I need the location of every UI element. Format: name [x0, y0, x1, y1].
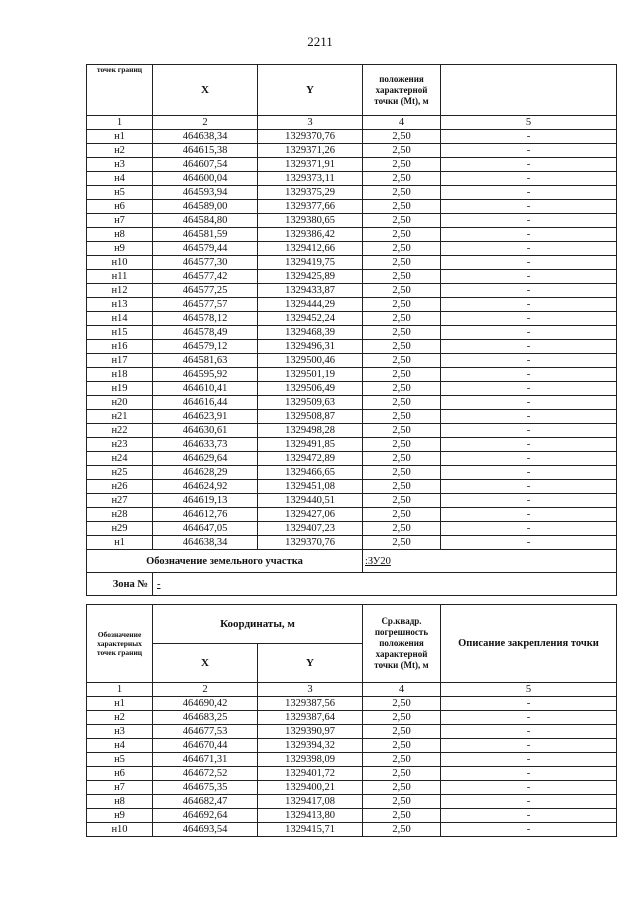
accuracy: 2,50: [363, 396, 441, 410]
accuracy: 2,50: [363, 200, 441, 214]
table-row: [87, 382, 617, 396]
fixing-description: -: [441, 410, 617, 424]
coord-y: 1329452,24: [258, 312, 363, 326]
point-id: н5: [87, 753, 153, 767]
coord-y: 1329440,51: [258, 494, 363, 508]
point-id: н7: [87, 781, 153, 795]
coord-x: 464584,80: [153, 214, 258, 228]
table2-header-accuracy: Ср.квадр. погрешность положения характерной точки (Mt), м: [363, 605, 441, 683]
table-row: [87, 284, 617, 298]
point-id: н5: [87, 186, 153, 200]
point-id: н17: [87, 354, 153, 368]
point-id: н25: [87, 466, 153, 480]
fixing-description: -: [441, 795, 617, 809]
coord-y: 1329375,29: [258, 186, 363, 200]
fixing-description: -: [441, 767, 617, 781]
point-id: н16: [87, 340, 153, 354]
coord-x: 464677,53: [153, 725, 258, 739]
table-row: [87, 410, 617, 424]
coord-y: 1329496,31: [258, 340, 363, 354]
accuracy: 2,50: [363, 228, 441, 242]
table-row: [87, 312, 617, 326]
table-row: [87, 424, 617, 438]
table1-header-y: Y: [258, 65, 363, 116]
table-row: [87, 508, 617, 522]
coord-x: 464638,34: [153, 536, 258, 550]
fixing-description: -: [441, 711, 617, 725]
coord-y: 1329371,26: [258, 144, 363, 158]
col-number: 3: [258, 116, 363, 130]
fixing-description: -: [441, 494, 617, 508]
table-row: [87, 396, 617, 410]
coord-x: 464593,94: [153, 186, 258, 200]
coord-y: 1329509,63: [258, 396, 363, 410]
coord-y: 1329419,75: [258, 256, 363, 270]
fixing-description: -: [441, 753, 617, 767]
point-id: н13: [87, 298, 153, 312]
accuracy: 2,50: [363, 326, 441, 340]
fixing-description: -: [441, 158, 617, 172]
table-row: [87, 326, 617, 340]
fixing-description: -: [441, 438, 617, 452]
accuracy: 2,50: [363, 130, 441, 144]
table-row: [87, 186, 617, 200]
coord-x: 464607,54: [153, 158, 258, 172]
accuracy: 2,50: [363, 256, 441, 270]
point-id: н4: [87, 739, 153, 753]
accuracy: 2,50: [363, 823, 441, 837]
coord-x: 464619,13: [153, 494, 258, 508]
table-row: [87, 200, 617, 214]
point-id: н3: [87, 158, 153, 172]
table-row: [87, 753, 617, 767]
table2-header-y: Y: [258, 644, 363, 683]
table-row: [87, 739, 617, 753]
table-row: [87, 781, 617, 795]
coord-y: 1329425,89: [258, 270, 363, 284]
coord-y: 1329373,11: [258, 172, 363, 186]
coord-x: 464581,59: [153, 228, 258, 242]
zone-row: [87, 573, 617, 596]
coord-y: 1329427,06: [258, 508, 363, 522]
coord-y: 1329407,23: [258, 522, 363, 536]
table-row: [87, 340, 617, 354]
table-row: [87, 130, 617, 144]
fixing-description: -: [441, 781, 617, 795]
table-row: [87, 438, 617, 452]
coord-x: 464638,34: [153, 130, 258, 144]
point-id: н29: [87, 522, 153, 536]
plot-designation-row: [87, 550, 617, 573]
col-number: 5: [441, 683, 617, 697]
fixing-description: -: [441, 725, 617, 739]
accuracy: 2,50: [363, 480, 441, 494]
point-id: н8: [87, 795, 153, 809]
coord-x: 464671,31: [153, 753, 258, 767]
fixing-description: -: [441, 186, 617, 200]
point-id: н24: [87, 452, 153, 466]
point-id: н27: [87, 494, 153, 508]
fixing-description: -: [441, 270, 617, 284]
fixing-description: -: [441, 368, 617, 382]
table-row: [87, 354, 617, 368]
coord-y: 1329468,39: [258, 326, 363, 340]
coord-x: 464616,44: [153, 396, 258, 410]
point-id: н1: [87, 697, 153, 711]
point-id: н3: [87, 725, 153, 739]
coord-x: 464581,63: [153, 354, 258, 368]
accuracy: 2,50: [363, 767, 441, 781]
fixing-description: -: [441, 130, 617, 144]
point-id: н19: [87, 382, 153, 396]
table-row: [87, 144, 617, 158]
fixing-description: -: [441, 739, 617, 753]
accuracy: 2,50: [363, 368, 441, 382]
point-id: н6: [87, 200, 153, 214]
point-id: н26: [87, 480, 153, 494]
table-row: [87, 298, 617, 312]
boundary-points-table-1: [86, 64, 617, 596]
table-row: [87, 466, 617, 480]
table-row: [87, 228, 617, 242]
table-row: [87, 158, 617, 172]
coord-x: 464578,12: [153, 312, 258, 326]
fixing-description: -: [441, 256, 617, 270]
table1-header-x: X: [153, 65, 258, 116]
page-number: 2211: [307, 34, 333, 49]
point-id: н6: [87, 767, 153, 781]
coord-y: 1329380,65: [258, 214, 363, 228]
coord-y: 1329451,08: [258, 480, 363, 494]
table2-header-points: Обозначение характерных точек границ: [87, 605, 153, 683]
coord-y: 1329508,87: [258, 410, 363, 424]
point-id: н20: [87, 396, 153, 410]
accuracy: 2,50: [363, 186, 441, 200]
coord-y: 1329413,80: [258, 809, 363, 823]
coord-x: 464577,30: [153, 256, 258, 270]
accuracy: 2,50: [363, 424, 441, 438]
point-id: н18: [87, 368, 153, 382]
accuracy: 2,50: [363, 284, 441, 298]
table2-header-coords: Координаты, м: [153, 605, 363, 644]
accuracy: 2,50: [363, 214, 441, 228]
table2-header-x: X: [153, 644, 258, 683]
coord-x: 464577,42: [153, 270, 258, 284]
fixing-description: -: [441, 466, 617, 480]
coord-y: 1329417,08: [258, 795, 363, 809]
fixing-description: -: [441, 242, 617, 256]
coord-x: 464589,00: [153, 200, 258, 214]
point-id: н23: [87, 438, 153, 452]
table-row: [87, 480, 617, 494]
coord-x: 464579,44: [153, 242, 258, 256]
table-row: [87, 494, 617, 508]
coord-x: 464579,12: [153, 340, 258, 354]
coord-y: 1329394,32: [258, 739, 363, 753]
coord-y: 1329444,29: [258, 298, 363, 312]
accuracy: 2,50: [363, 354, 441, 368]
fixing-description: -: [441, 424, 617, 438]
accuracy: 2,50: [363, 466, 441, 480]
fixing-description: -: [441, 809, 617, 823]
table1-header-points: точек границ: [87, 65, 153, 116]
table-row: [87, 536, 617, 550]
coord-y: 1329371,91: [258, 158, 363, 172]
coord-x: 464672,52: [153, 767, 258, 781]
accuracy: 2,50: [363, 172, 441, 186]
accuracy: 2,50: [363, 522, 441, 536]
coord-x: 464578,49: [153, 326, 258, 340]
fixing-description: -: [441, 298, 617, 312]
table-row: [87, 522, 617, 536]
accuracy: 2,50: [363, 725, 441, 739]
point-id: н22: [87, 424, 153, 438]
table-row: [87, 452, 617, 466]
accuracy: 2,50: [363, 795, 441, 809]
point-id: н10: [87, 256, 153, 270]
table-row: [87, 697, 617, 711]
accuracy: 2,50: [363, 144, 441, 158]
coord-y: 1329472,89: [258, 452, 363, 466]
point-id: н2: [87, 144, 153, 158]
point-id: н14: [87, 312, 153, 326]
point-id: н1: [87, 536, 153, 550]
table-row: [87, 767, 617, 781]
coord-y: 1329377,66: [258, 200, 363, 214]
accuracy: 2,50: [363, 753, 441, 767]
coord-x: 464630,61: [153, 424, 258, 438]
coord-y: 1329466,65: [258, 466, 363, 480]
col-number: 2: [153, 683, 258, 697]
coord-x: 464610,41: [153, 382, 258, 396]
accuracy: 2,50: [363, 340, 441, 354]
coord-x: 464577,57: [153, 298, 258, 312]
col-number: 1: [87, 116, 153, 130]
coord-y: 1329390,97: [258, 725, 363, 739]
coord-x: 464623,91: [153, 410, 258, 424]
fixing-description: -: [441, 823, 617, 837]
table-row: [87, 242, 617, 256]
coord-y: 1329400,21: [258, 781, 363, 795]
plot-designation-label: Обозначение земельного участка: [87, 550, 363, 573]
coord-x: 464647,05: [153, 522, 258, 536]
coord-x: 464624,92: [153, 480, 258, 494]
accuracy: 2,50: [363, 382, 441, 396]
zone-value: -: [153, 573, 617, 596]
coord-x: 464633,73: [153, 438, 258, 452]
table2-header-row: [87, 605, 617, 644]
fixing-description: -: [441, 326, 617, 340]
col-number: 5: [441, 116, 617, 130]
coord-x: 464615,38: [153, 144, 258, 158]
point-id: н15: [87, 326, 153, 340]
point-id: н2: [87, 711, 153, 725]
table1-header-description: [441, 65, 617, 116]
coord-y: 1329387,64: [258, 711, 363, 725]
point-id: н1: [87, 130, 153, 144]
accuracy: 2,50: [363, 452, 441, 466]
table1-column-numbers: [87, 116, 617, 130]
table-row: [87, 823, 617, 837]
accuracy: 2,50: [363, 739, 441, 753]
coord-y: 1329433,87: [258, 284, 363, 298]
fixing-description: -: [441, 284, 617, 298]
fixing-description: -: [441, 172, 617, 186]
table-row: [87, 270, 617, 284]
coord-y: 1329506,49: [258, 382, 363, 396]
table-row: [87, 725, 617, 739]
accuracy: 2,50: [363, 242, 441, 256]
coord-x: 464690,42: [153, 697, 258, 711]
accuracy: 2,50: [363, 809, 441, 823]
col-number: 3: [258, 683, 363, 697]
coord-y: 1329386,42: [258, 228, 363, 242]
coord-x: 464692,64: [153, 809, 258, 823]
accuracy: 2,50: [363, 508, 441, 522]
coord-x: 464577,25: [153, 284, 258, 298]
accuracy: 2,50: [363, 536, 441, 550]
fixing-description: -: [441, 228, 617, 242]
coord-y: 1329412,66: [258, 242, 363, 256]
point-id: н28: [87, 508, 153, 522]
zone-label: Зона №: [87, 573, 153, 596]
table-row: [87, 368, 617, 382]
point-id: н4: [87, 172, 153, 186]
table-row: [87, 256, 617, 270]
accuracy: 2,50: [363, 158, 441, 172]
fixing-description: -: [441, 697, 617, 711]
coord-y: 1329370,76: [258, 130, 363, 144]
coord-x: 464682,47: [153, 795, 258, 809]
col-number: 2: [153, 116, 258, 130]
point-id: н11: [87, 270, 153, 284]
point-id: н7: [87, 214, 153, 228]
table2-header-description: Описание закрепления точки: [441, 605, 617, 683]
coord-y: 1329398,09: [258, 753, 363, 767]
coord-x: 464612,76: [153, 508, 258, 522]
coord-y: 1329501,19: [258, 368, 363, 382]
fixing-description: -: [441, 536, 617, 550]
coord-y: 1329491,85: [258, 438, 363, 452]
fixing-description: -: [441, 382, 617, 396]
table-row: [87, 172, 617, 186]
accuracy: 2,50: [363, 697, 441, 711]
table1-header-row: [87, 65, 617, 116]
fixing-description: -: [441, 508, 617, 522]
plot-designation-value: :ЗУ20: [363, 550, 617, 573]
col-number: 4: [363, 683, 441, 697]
coord-y: 1329387,56: [258, 697, 363, 711]
fixing-description: -: [441, 340, 617, 354]
coord-x: 464675,35: [153, 781, 258, 795]
coord-x: 464629,64: [153, 452, 258, 466]
fixing-description: -: [441, 480, 617, 494]
table1-header-accuracy: положения характерной точки (Mt), м: [363, 65, 441, 116]
accuracy: 2,50: [363, 270, 441, 284]
point-id: н9: [87, 809, 153, 823]
point-id: н9: [87, 242, 153, 256]
fixing-description: -: [441, 144, 617, 158]
point-id: н12: [87, 284, 153, 298]
fixing-description: -: [441, 200, 617, 214]
coord-y: 1329401,72: [258, 767, 363, 781]
accuracy: 2,50: [363, 312, 441, 326]
point-id: н21: [87, 410, 153, 424]
table-row: [87, 795, 617, 809]
table-row: [87, 809, 617, 823]
accuracy: 2,50: [363, 298, 441, 312]
col-number: 4: [363, 116, 441, 130]
boundary-points-table-2: [86, 604, 617, 837]
accuracy: 2,50: [363, 781, 441, 795]
coord-x: 464683,25: [153, 711, 258, 725]
fixing-description: -: [441, 452, 617, 466]
table-row: [87, 711, 617, 725]
coord-y: 1329500,46: [258, 354, 363, 368]
point-id: н10: [87, 823, 153, 837]
fixing-description: -: [441, 396, 617, 410]
accuracy: 2,50: [363, 410, 441, 424]
coord-y: 1329498,28: [258, 424, 363, 438]
accuracy: 2,50: [363, 711, 441, 725]
table-row: [87, 214, 617, 228]
accuracy: 2,50: [363, 494, 441, 508]
fixing-description: -: [441, 354, 617, 368]
coord-x: 464693,54: [153, 823, 258, 837]
coord-x: 464595,92: [153, 368, 258, 382]
fixing-description: -: [441, 312, 617, 326]
coord-x: 464670,44: [153, 739, 258, 753]
col-number: 1: [87, 683, 153, 697]
point-id: н8: [87, 228, 153, 242]
coord-x: 464628,29: [153, 466, 258, 480]
fixing-description: -: [441, 214, 617, 228]
fixing-description: -: [441, 522, 617, 536]
table2-column-numbers: [87, 683, 617, 697]
accuracy: 2,50: [363, 438, 441, 452]
coord-y: 1329415,71: [258, 823, 363, 837]
coord-y: 1329370,76: [258, 536, 363, 550]
coord-x: 464600,04: [153, 172, 258, 186]
